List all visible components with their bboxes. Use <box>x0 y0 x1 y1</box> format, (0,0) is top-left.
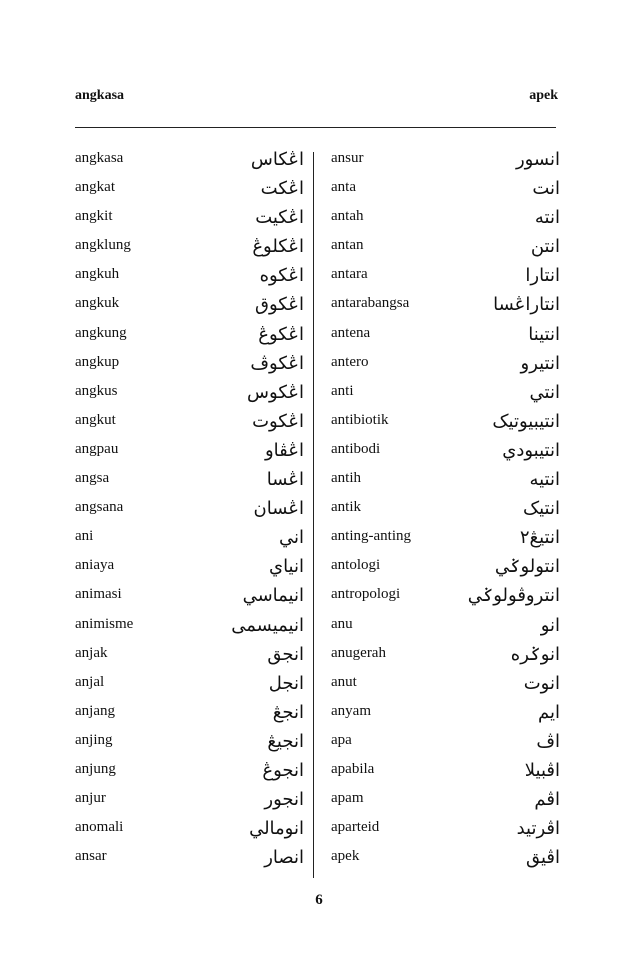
dictionary-entry <box>331 265 560 294</box>
dictionary-entry <box>75 702 304 731</box>
entry-latin: angkup <box>75 353 120 370</box>
entry-jawi: ايم <box>538 701 560 723</box>
dictionary-entry <box>75 731 304 760</box>
entry-jawi: اڤبيلا <box>524 759 560 781</box>
dictionary-entry <box>75 236 304 265</box>
entry-latin: aniaya <box>75 557 115 574</box>
entry-latin: anyam <box>331 702 371 719</box>
entry-latin: ansur <box>331 150 364 166</box>
dictionary-entry <box>75 673 304 702</box>
entry-latin: angklung <box>75 237 131 254</box>
dictionary-entry <box>331 527 560 556</box>
dictionary-entry <box>75 585 304 614</box>
entry-jawi: انتولوݢي <box>494 556 560 578</box>
entry-latin: aparteid <box>331 819 380 836</box>
dictionary-entry <box>331 382 560 411</box>
header-last-word: apek <box>529 88 558 103</box>
entry-jawi: اڠكت <box>260 178 304 200</box>
entry-jawi: انيميسمى <box>231 614 304 636</box>
entry-jawi: اڠكوه <box>259 265 304 287</box>
entry-jawi: انو <box>540 614 560 636</box>
entry-latin: antan <box>331 237 364 254</box>
entry-jawi: انتينا <box>528 323 560 345</box>
dictionary-entry <box>75 324 304 353</box>
entry-jawi: انتاراڠسا <box>493 294 560 316</box>
dictionary-entry <box>75 847 304 876</box>
entry-jawi: اڠسان <box>253 498 304 520</box>
entry-latin: angkit <box>75 208 113 225</box>
entry-latin: anu <box>331 615 353 632</box>
entry-latin: angsa <box>75 470 110 487</box>
entry-jawi: اڠكوڠ <box>258 323 304 345</box>
entry-latin: animisme <box>75 615 134 632</box>
entry-latin: anjing <box>75 731 113 748</box>
entry-latin: angkuh <box>75 266 120 283</box>
entry-jawi: انت <box>532 178 560 200</box>
entry-jawi: انجق <box>267 643 304 665</box>
entry-latin: angkasa <box>75 150 124 166</box>
dictionary-entry <box>331 294 560 323</box>
entry-latin: ansar <box>75 848 107 865</box>
entry-jawi: انياي <box>268 556 304 578</box>
dictionary-entry <box>75 818 304 847</box>
entry-latin: apek <box>331 848 360 865</box>
entry-jawi: اڠكلوڠ <box>252 236 304 258</box>
header-rule <box>75 127 556 128</box>
entry-jawi: اڤرتيد <box>516 818 560 840</box>
entry-latin: antibodi <box>331 440 381 457</box>
dictionary-entry <box>331 556 560 585</box>
dictionary-entry <box>331 760 560 789</box>
dictionary-entry <box>331 847 560 876</box>
dictionary-entry <box>331 353 560 382</box>
dictionary-entry <box>75 149 304 178</box>
dictionary-entry <box>75 527 304 556</box>
dictionary-entry <box>331 469 560 498</box>
dictionary-entry <box>331 644 560 673</box>
entry-latin: anugerah <box>331 644 386 661</box>
entry-latin: anjak <box>75 644 108 661</box>
entry-jawi: انتيه <box>529 469 560 491</box>
dictionary-entry <box>331 498 560 527</box>
dictionary-entry <box>75 265 304 294</box>
left-column <box>75 149 304 876</box>
entry-jawi: انتروڤولوݢي <box>467 585 560 607</box>
entry-jawi: اڠڤاو <box>264 439 304 461</box>
dictionary-entry <box>75 207 304 236</box>
entry-latin: antibiotik <box>331 411 389 428</box>
entry-latin: ani <box>75 528 94 545</box>
entry-latin: apam <box>331 790 364 807</box>
entry-jawi: انتيبودي <box>502 439 560 461</box>
dictionary-entry <box>75 498 304 527</box>
entry-jawi: اڠسا <box>266 469 304 491</box>
entry-jawi: انيماسي <box>242 585 304 607</box>
dictionary-entry <box>331 731 560 760</box>
entry-jawi: انتن <box>530 236 560 258</box>
entry-latin: anjal <box>75 673 105 690</box>
entry-jawi: انسور <box>515 149 560 170</box>
dictionary-entry <box>75 353 304 382</box>
dictionary-entry <box>75 469 304 498</box>
entry-latin: anjung <box>75 760 116 777</box>
entry-latin: angpau <box>75 440 119 457</box>
dictionary-entry <box>75 556 304 585</box>
dictionary-entry <box>331 702 560 731</box>
entry-latin: angsana <box>75 499 124 516</box>
entry-latin: anti <box>331 382 354 399</box>
header-first-word: angkasa <box>75 88 125 103</box>
entry-jawi: انتيرو <box>520 352 560 374</box>
entry-latin: anut <box>331 673 357 690</box>
entry-jawi: انوت <box>523 672 560 694</box>
entry-jawi: اڠكيت <box>255 207 304 229</box>
entry-jawi: انتيبيوتيک <box>492 410 560 432</box>
entry-latin: antero <box>331 353 369 370</box>
entry-jawi: اڠكوق <box>255 294 304 316</box>
dictionary-entry <box>331 236 560 265</box>
entry-latin: anta <box>331 179 356 196</box>
entry-jawi: انجور <box>264 789 304 811</box>
dictionary-entry <box>75 178 304 207</box>
dictionary-entry <box>75 294 304 323</box>
dictionary-entry <box>331 818 560 847</box>
dictionary-entry <box>331 178 560 207</box>
entry-latin: antologi <box>331 557 381 574</box>
entry-jawi: اني <box>278 527 304 549</box>
entry-jawi: انته <box>534 207 560 229</box>
entry-jawi: اڤيق <box>525 847 560 869</box>
entry-latin: antih <box>331 470 361 487</box>
dictionary-entry <box>75 644 304 673</box>
dictionary-entry <box>331 585 560 614</box>
entry-jawi: اڠكاس <box>250 149 304 170</box>
entry-jawi: انجيڠ <box>267 730 304 752</box>
entry-jawi: انومالي <box>249 818 304 840</box>
dictionary-entry <box>331 324 560 353</box>
entry-jawi: اڤ <box>536 730 560 752</box>
page-number: 6 <box>315 892 323 908</box>
dictionary-entry <box>331 411 560 440</box>
entry-jawi: اڠكوڤ <box>250 352 304 374</box>
entry-jawi: انتي <box>529 381 560 403</box>
entry-jawi: انوݢره <box>510 643 560 665</box>
entry-latin: angkuk <box>75 295 120 312</box>
entry-jawi: اڠكوس <box>247 381 304 403</box>
entry-latin: antah <box>331 208 364 225</box>
entry-jawi: انتيک <box>523 498 560 520</box>
entry-jawi: انتيڠ٢ <box>519 527 560 549</box>
dictionary-entry <box>331 673 560 702</box>
entry-latin: angkung <box>75 324 127 341</box>
dictionary-entry <box>331 149 560 178</box>
entry-latin: antara <box>331 266 368 283</box>
entry-jawi: انتارا <box>525 265 560 287</box>
dictionary-entry <box>331 789 560 818</box>
entry-latin: angkus <box>75 382 118 399</box>
entry-latin: anomali <box>75 819 124 836</box>
entry-latin: antarabangsa <box>331 295 410 312</box>
entry-latin: angkut <box>75 411 116 428</box>
column-divider <box>313 152 314 878</box>
dictionary-entry <box>75 411 304 440</box>
entry-jawi: انجل <box>268 672 304 694</box>
dictionary-entry <box>75 760 304 789</box>
entry-jawi: انصار <box>264 847 304 869</box>
dictionary-entry <box>75 789 304 818</box>
entry-latin: anjang <box>75 702 115 719</box>
entry-latin: antik <box>331 499 361 516</box>
entry-jawi: اڠكوت <box>252 410 304 432</box>
entry-latin: angkat <box>75 179 115 196</box>
dictionary-entry <box>331 615 560 644</box>
dictionary-entry <box>75 615 304 644</box>
entry-latin: apa <box>331 731 352 748</box>
entry-latin: anting-anting <box>331 528 411 545</box>
entry-jawi: انجوڠ <box>262 759 304 781</box>
entry-latin: anjur <box>75 790 106 807</box>
right-column <box>331 149 560 876</box>
entry-jawi: اڤم <box>534 789 560 811</box>
dictionary-entry <box>75 440 304 469</box>
dictionary-entry <box>75 382 304 411</box>
dictionary-entry <box>331 440 560 469</box>
entry-latin: antropologi <box>331 586 401 603</box>
entry-latin: animasi <box>75 586 122 603</box>
entry-jawi: انجڠ <box>272 701 304 723</box>
entry-latin: antena <box>331 324 371 341</box>
entry-latin: apabila <box>331 760 375 777</box>
dictionary-entry <box>331 207 560 236</box>
